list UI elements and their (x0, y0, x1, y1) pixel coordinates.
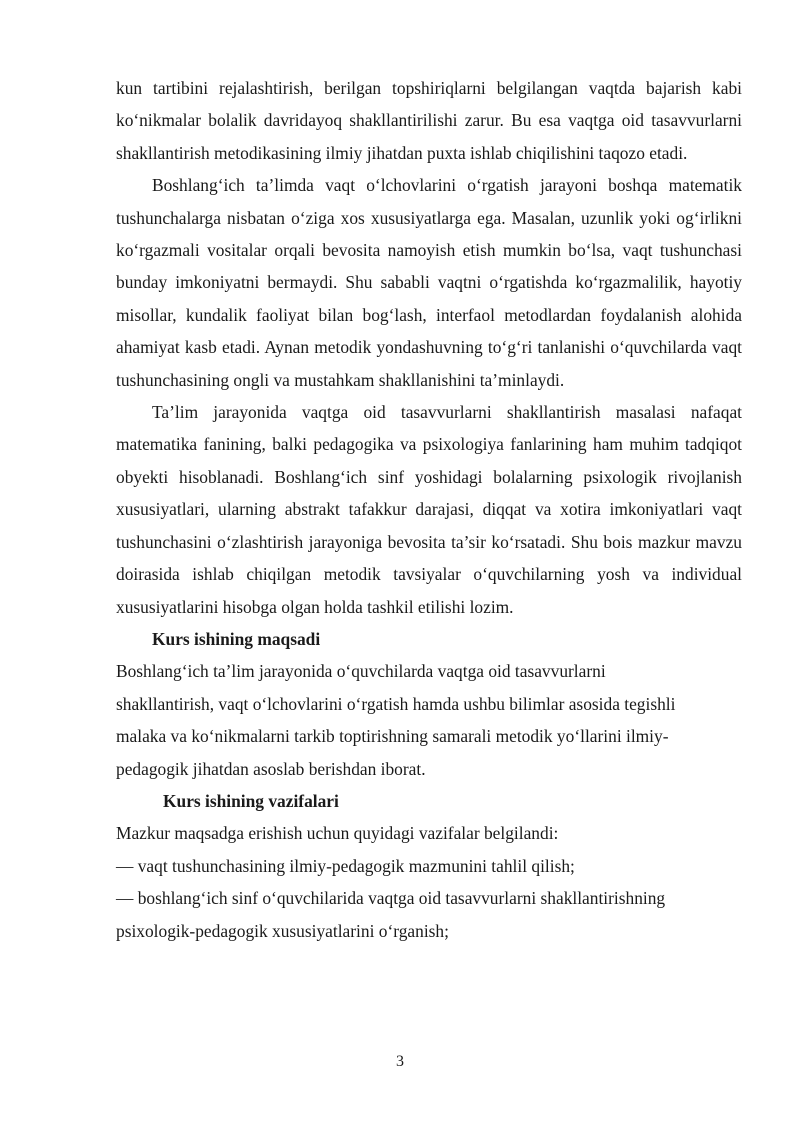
paragraph-intro: kun tartibini rejalashtirish, berilgan topshiriqlarni belgilangan vaqtda bajarish kabi ko‘nikmalar bolalik davridayoq shakllantirilishi zarur. Bu esa vaqtga oid tasavvurlarni shakllantirish metodikasining ilmiy jihatdan puxta ishlab chiqilishini taqozo etadi. (116, 78, 742, 163)
goal-line: pedagogik jihatdan asoslab berishdan iborat. (116, 758, 426, 779)
goal-line: Boshlang‘ich ta’lim jarayonida o‘quvchilarda vaqtga oid tasavvurlarni (116, 661, 606, 682)
goal-line: malaka va ko‘nikmalarni tarkib toptirishning samarali metodik yo‘llarini ilmiy- (116, 726, 669, 747)
tasks-line: — vaqt tushunchasining ilmiy-pedagogik mazmunini tahlil qilish; (116, 855, 575, 876)
tasks-heading: Kurs ishining vazifalari (163, 790, 339, 811)
tasks-line: Mazkur maqsadga erishish uchun quyidagi vazifalar belgilandi: (116, 823, 559, 844)
page-content (116, 72, 742, 947)
tasks-line: psixologik-pedagogik xususiyatlarini o‘rganish; (116, 920, 449, 941)
page-number: 3 (396, 1053, 404, 1070)
tasks-line: — boshlang‘ich sinf o‘quvchilarida vaqtga oid tasavvurlarni shakllantirishning (116, 888, 666, 909)
paragraph-research: Ta’lim jarayonida vaqtga oid tasavvurlarni shakllantirish masalasi nafaqat matematika fanining, balki pedagogika va psixologiya fanlarining ham muhim tadqiqot obyekti hisoblanadi. Boshlang‘ich sinf yoshidagi bolalarning psixologik rivojlanish xususiyatlari, ularning abstrakt tafakkur darajasi, diqqat va xotira imkoniyatlari vaqt tushunchasini o‘zlashtirish jarayoniga bevosita ta’sir ko‘rsatadi. Shu bois mazkur mavzu doirasida ishlab chiqilgan metodik tavsiyalar o‘quvchilarning yosh va individual xususiyatlarini hisobga olgan holda tashkil etilishi lozim. (116, 402, 742, 617)
goal-heading: Kurs ishining maqsadi (152, 628, 321, 649)
goal-line: shakllantirish, vaqt o‘lchovlarini o‘rgatish hamda ushbu bilimlar asosida tegishli (116, 693, 676, 714)
paragraph-methodology: Boshlang‘ich ta’limda vaqt o‘lchovlarini o‘rgatish jarayoni boshqa matematik tushunchalarga nisbatan o‘ziga xos xususiyatlarga ega. Masalan, uzunlik yoki og‘irlikni ko‘rgazmali vositalar orqali bevosita namoyish etish mumkin bo‘lsa, vaqt tushunchasi bunday imkoniyatni bermaydi. Shu sababli vaqtni o‘rgatishda ko‘rgazmalilik, hayotiy misollar, kundalik faoliyat bilan bog‘lash, interfaol metodlardan foydalanish alohida ahamiyat kasb etadi. Aynan metodik yondashuvning to‘g‘ri tanlanishi o‘quvchilarda vaqt tushunchasining ongli va mustahkam shakllanishini ta’minlaydi. (116, 175, 742, 390)
